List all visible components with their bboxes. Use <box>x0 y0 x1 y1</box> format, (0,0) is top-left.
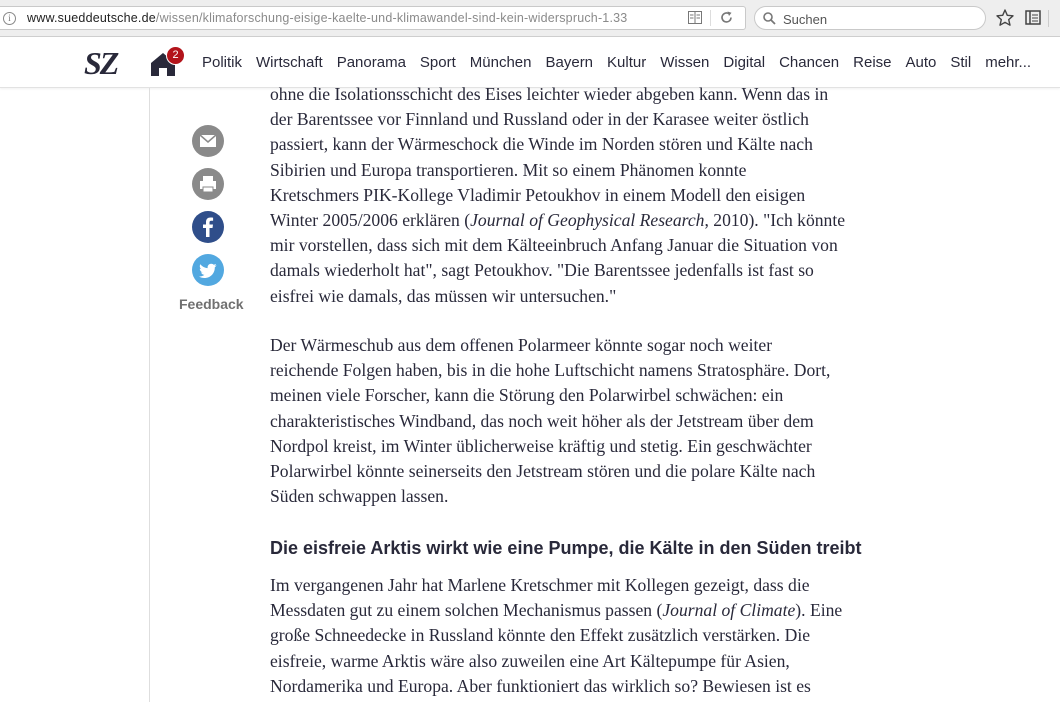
article-line: große Schneedecke in Russland könnte den Effekt zusätzlich verstärken. Die <box>270 625 811 646</box>
article-line: eisfreie, warme Arktis wäre also zuweilen eine Art Kältepumpe für Asien, <box>270 650 790 671</box>
facebook-share-button[interactable] <box>192 211 224 243</box>
left-column-divider <box>149 88 150 702</box>
toolbar-divider <box>1048 10 1049 27</box>
journal-citation: Journal of Geophysical Research <box>470 210 705 231</box>
article-line: mir vorstellen, dass sich mit dem Kälteeinbruch Anfang Januar die Situation von <box>270 235 838 256</box>
site-navigation <box>0 37 1060 88</box>
article-line: der Barentssee vor Finnland und Russland oder in der Karasee weiter östlich <box>270 109 809 130</box>
article-line: Nordamerika und Europa. Aber funktioniert das wirklich so? Bewiesen ist es <box>270 675 811 696</box>
sz-logo[interactable]: SZ <box>84 45 118 81</box>
nav-link-chancen[interactable]: Chancen <box>779 54 840 71</box>
nav-link-bayern[interactable]: Bayern <box>545 54 594 71</box>
url-text[interactable]: www.sueddeutsche.de/wissen/klimaforschung-eisige-kaelte-und-klimawandel-sind-kein-widerspruch-1.33 <box>27 11 628 25</box>
article-paragraph <box>270 333 915 509</box>
email-share-button[interactable] <box>192 125 224 157</box>
search-icon <box>763 12 776 25</box>
article-line: Polarwirbel könnte seinerseits den Jetstream stören und die polare Kälte nach <box>270 461 816 482</box>
library-icon[interactable] <box>1025 10 1041 25</box>
article-line: Im vergangenen Jahr hat Marlene Kretschmer mit Kollegen gezeigt, dass die <box>270 575 810 595</box>
nav-link-panorama[interactable]: Panorama <box>336 54 406 71</box>
facebook-icon <box>192 211 224 243</box>
nav-link-mehr[interactable]: mehr... <box>985 54 1032 71</box>
browser-toolbar <box>0 0 1060 37</box>
article-subheading: Die eisfreie Arktis wirkt wie eine Pumpe, die Kälte in den Süden treibt <box>270 538 862 558</box>
print-icon <box>192 168 224 200</box>
nav-link-reise[interactable]: Reise <box>853 54 892 71</box>
reader-view-icon[interactable] <box>688 11 702 24</box>
article-paragraph <box>270 82 915 309</box>
nav-link-politik[interactable]: Politik <box>202 54 243 71</box>
article-line: Süden schwappen lassen. <box>270 486 449 507</box>
nav-link-sport[interactable]: Sport <box>419 54 456 71</box>
address-bar-divider <box>710 10 711 26</box>
article-line: charakteristisches Windband, das noch weit höher als der Jetstream über dem <box>270 410 814 431</box>
twitter-icon <box>192 254 224 286</box>
nav-link-stil[interactable]: Stil <box>950 54 972 71</box>
bookmark-star-icon[interactable] <box>996 9 1014 27</box>
nav-link-wissen[interactable]: Wissen <box>660 54 710 71</box>
nav-link-auto[interactable]: Auto <box>905 54 937 71</box>
print-button[interactable] <box>192 168 224 200</box>
article-line: Kretschmers PIK-Kollege Vladimir Petoukhov in einem Modell den eisigen <box>270 184 806 205</box>
article-line: Messdaten gut zu einem solchen Mechanismus passen (Journal of Climate). Eine <box>270 600 843 621</box>
article-line: damals wiederholt hat", sagt Petoukhov. "Die Barentssee jedenfalls ist fast so <box>270 260 814 281</box>
nav-link-digital[interactable]: Digital <box>723 54 766 71</box>
nav-link-münchen[interactable]: München <box>469 54 532 71</box>
email-icon <box>192 125 224 157</box>
twitter-share-button[interactable] <box>192 254 224 286</box>
article-line: ohne die Isolationsschicht des Eises leichter wieder abgeben kann. Wenn das in <box>270 84 829 104</box>
info-icon[interactable]: i <box>3 12 16 25</box>
reload-icon[interactable] <box>720 11 733 24</box>
address-bar[interactable] <box>0 6 746 30</box>
article-line: Der Wärmeschub aus dem offenen Polarmeer könnte sogar noch weiter <box>270 335 773 355</box>
notification-badge[interactable]: 2 <box>166 46 185 65</box>
article-line: passiert, kann der Wärmeschock die Winde im Norden stören und Kälte nach <box>270 134 813 155</box>
search-input[interactable] <box>781 9 975 29</box>
article-line: Sibirien und Europa transportieren. Mit so einem Phänomen konnte <box>270 159 747 180</box>
journal-citation: Journal of Climate <box>662 600 796 621</box>
nav-link-wirtschaft[interactable]: Wirtschaft <box>256 54 323 71</box>
article-line: Winter 2005/2006 erklären (Journal of Geophysical Research, 2010). "Ich könnte <box>270 210 846 231</box>
article-line: reichende Folgen haben, bis in die hohe Luftschicht namens Stratosphäre. Dort, <box>270 360 831 381</box>
search-bar[interactable] <box>754 6 986 30</box>
article-paragraph <box>270 573 915 699</box>
article-line: Nordpol kreist, im Winter üblicherweise kräftig und stetig. Ein geschwächter <box>270 435 812 456</box>
article-line: meinen viele Forscher, kann die Störung den Polarwirbel schwächen: ein <box>270 385 784 406</box>
article-line: eisfrei wie damals, das müssen wir untersuchen." <box>270 285 617 306</box>
nav-link-kultur[interactable]: Kultur <box>607 54 647 71</box>
section-nav <box>195 54 1038 71</box>
feedback-link[interactable]: Feedback <box>179 296 244 312</box>
